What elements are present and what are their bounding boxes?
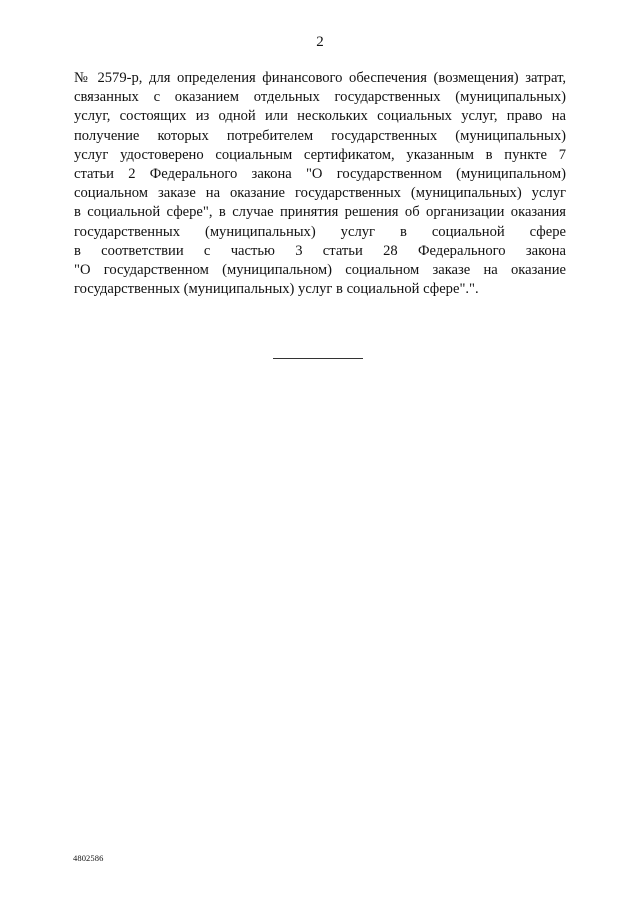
paragraph-line: социальном заказе на оказание государственных (муниципальных) услуг [74, 185, 566, 202]
paragraph-line: государственных (муниципальных) услуг в социальной сфере [74, 223, 566, 240]
document-code: 4802586 [73, 853, 104, 863]
paragraph-line: государственных (муниципальных) услуг в социальной сфере".". [74, 281, 479, 298]
paragraph-line: в соответствии с частью 3 статьи 28 Федерального закона [74, 242, 566, 259]
paragraph-line: получение которых потребителем государственных (муниципальных) [74, 127, 566, 144]
body-paragraph [74, 69, 566, 299]
paragraph-line: статьи 2 Федерального закона "О государственном (муниципальном) [74, 166, 566, 183]
paragraph-line: связанных с оказанием отдельных государственных (муниципальных) [74, 89, 566, 106]
end-separator-line [273, 358, 363, 359]
paragraph-line: услуг, состоящих из одной или нескольких социальных услуг, право на [74, 108, 566, 125]
paragraph-line: услуг удостоверено социальным сертификатом, указанным в пункте 7 [74, 146, 566, 163]
paragraph-line: № 2579-р, для определения финансового обеспечения (возмещения) затрат, [74, 70, 566, 86]
paragraph-line: в социальной сфере", в случае принятия решения об организации оказания [74, 204, 566, 221]
page-number: 2 [316, 34, 324, 50]
paragraph-line: "О государственном (муниципальном) социальном заказе на оказание [74, 262, 566, 279]
